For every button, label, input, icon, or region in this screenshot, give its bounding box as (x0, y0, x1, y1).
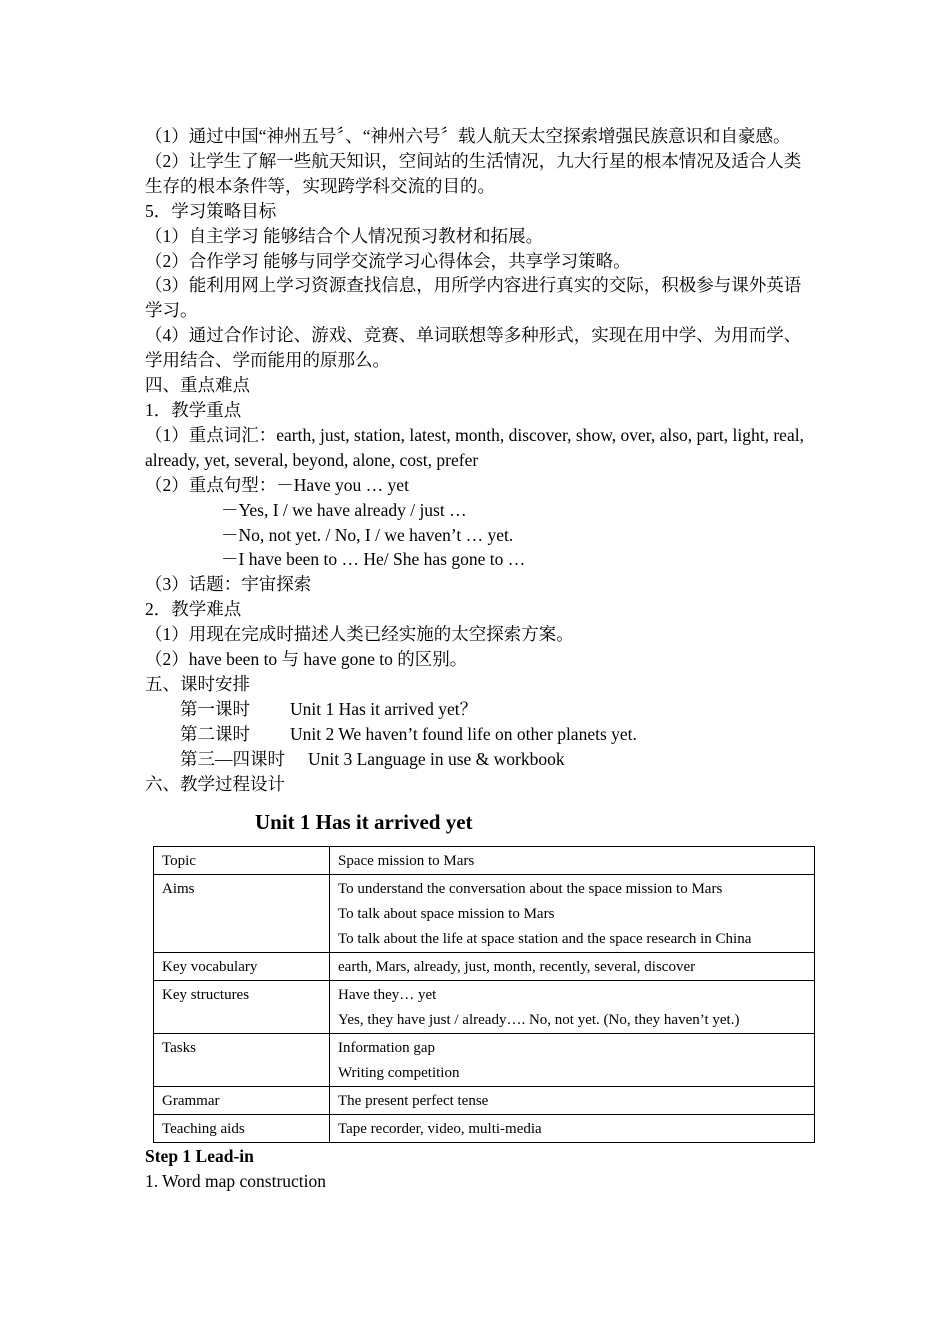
schedule-heading: 五、课时安排 (145, 673, 250, 694)
lesson-row (145, 722, 815, 747)
lesson-content: Unit 1 Has it arrived yet？ (290, 698, 478, 719)
cell-line: To talk about the life at space station and the space research in China (338, 931, 752, 948)
cell-line: earth, Mars, already, just, month, recently, several, discover (338, 959, 696, 976)
difficulties-subheading: 2．教学难点 (145, 599, 242, 620)
lesson-content: Unit 3 Language in use & workbook (308, 748, 565, 769)
cell-line: To talk about space mission to Mars (338, 906, 555, 923)
row-content (330, 953, 815, 981)
key-sentence: －No, not yet. / No, I / we haven’t … yet. (221, 524, 514, 545)
key-sentences-label: （2）重点句型：－Have you … yet (145, 474, 409, 495)
process-heading: 六、教学过程设计 (145, 773, 285, 794)
row-content (330, 1087, 815, 1115)
cell-line: Writing competition (338, 1065, 460, 1082)
lesson-label: 第一课时 (180, 698, 250, 719)
row-label: Key vocabulary (154, 953, 330, 981)
key-sentence: －I have been to … He/ She has gone to … (221, 549, 526, 570)
row-content (330, 1034, 815, 1087)
row-content (330, 1115, 815, 1143)
lesson-label: 第二课时 (180, 723, 250, 744)
lesson-row (145, 697, 815, 722)
row-label: Key structures (154, 981, 330, 1034)
unit-info-table (153, 846, 815, 1143)
lesson-row (145, 747, 815, 772)
cell-line: Tape recorder, video, multi-media (338, 1121, 542, 1138)
strategy-heading: 5．学习策略目标 (145, 200, 277, 221)
step-item: 1. Word map construction (145, 1171, 327, 1192)
row-content (330, 847, 815, 875)
difficulty-item-1: （1）用现在完成时描述人类已经实施的太空探索方案。 (145, 624, 574, 645)
lesson-label: 第三—四课时 (180, 748, 285, 769)
key-points-heading: 四、重点难点 (145, 375, 250, 396)
row-content (330, 981, 815, 1034)
table-row (154, 981, 815, 1034)
table-row (154, 1087, 815, 1115)
row-label: Aims (154, 875, 330, 953)
table-row (154, 875, 815, 953)
row-content (330, 875, 815, 953)
key-vocabulary-list: （1）重点词汇：earth, just, station, latest, month, discover, show, over, also, part, light, real, already, yet, several, beyond, alone, cost, prefer (145, 424, 804, 470)
difficulty-item-2: （2）have been to 与 have gone to 的区别。 (145, 649, 468, 670)
table-row (154, 953, 815, 981)
cell-line: Information gap (338, 1040, 436, 1057)
cell-line: Yes, they have just / already…. No, not yet. (No, they haven’t yet.) (338, 1012, 740, 1029)
row-label: Tasks (154, 1034, 330, 1087)
table-row (154, 1034, 815, 1087)
row-label: Topic (154, 847, 330, 875)
cell-line: The present perfect tense (338, 1093, 489, 1110)
cell-line: Have they… yet (338, 987, 437, 1004)
strategy-item-4: （4）通过合作讨论、游戏、竞赛、单词联想等多种形式，实现在用中学、为用而学、学用结合、学而能用的原那么。 (145, 325, 802, 371)
lesson-content: Unit 2 We haven’t found life on other planets yet. (290, 723, 637, 744)
key-sentence: －Yes, I / we have already / just … (221, 499, 467, 520)
strategy-item-3: （3）能利用网上学习资源查找信息，用所学内容进行真实的交际，积极参与课外英语学习。 (145, 275, 802, 321)
unit-title: Unit 1 Has it arrived yet (255, 810, 473, 835)
cell-line: Space mission to Mars (338, 853, 475, 870)
cell-line: To understand the conversation about the space mission to Mars (338, 881, 723, 898)
strategy-item-1: （1）自主学习 能够结合个人情况预习教材和拓展。 (145, 225, 544, 246)
row-label: Grammar (154, 1087, 330, 1115)
row-label: Teaching aids (154, 1115, 330, 1143)
step-title: Step 1 Lead-in (145, 1146, 254, 1167)
objective-item-2: （2）让学生了解一些航天知识，空间站的生活情况，九大行星的根本情况及适合人类生存的根本条件等，实现跨学科交流的目的。 (145, 150, 802, 196)
topic-line: （3）话题：宇宙探索 (145, 574, 312, 595)
key-points-subheading: 1．教学重点 (145, 399, 242, 420)
document-page (145, 124, 815, 1194)
strategy-item-2: （2）合作学习 能够与同学交流学习心得体会，共享学习策略。 (145, 250, 631, 271)
table-row (154, 1115, 815, 1143)
objective-item-1: （1）通过中国“神州五号〞、“神州六号〞载人航天太空探索增强民族意识和自豪感。 (145, 126, 791, 146)
table-row (154, 847, 815, 875)
